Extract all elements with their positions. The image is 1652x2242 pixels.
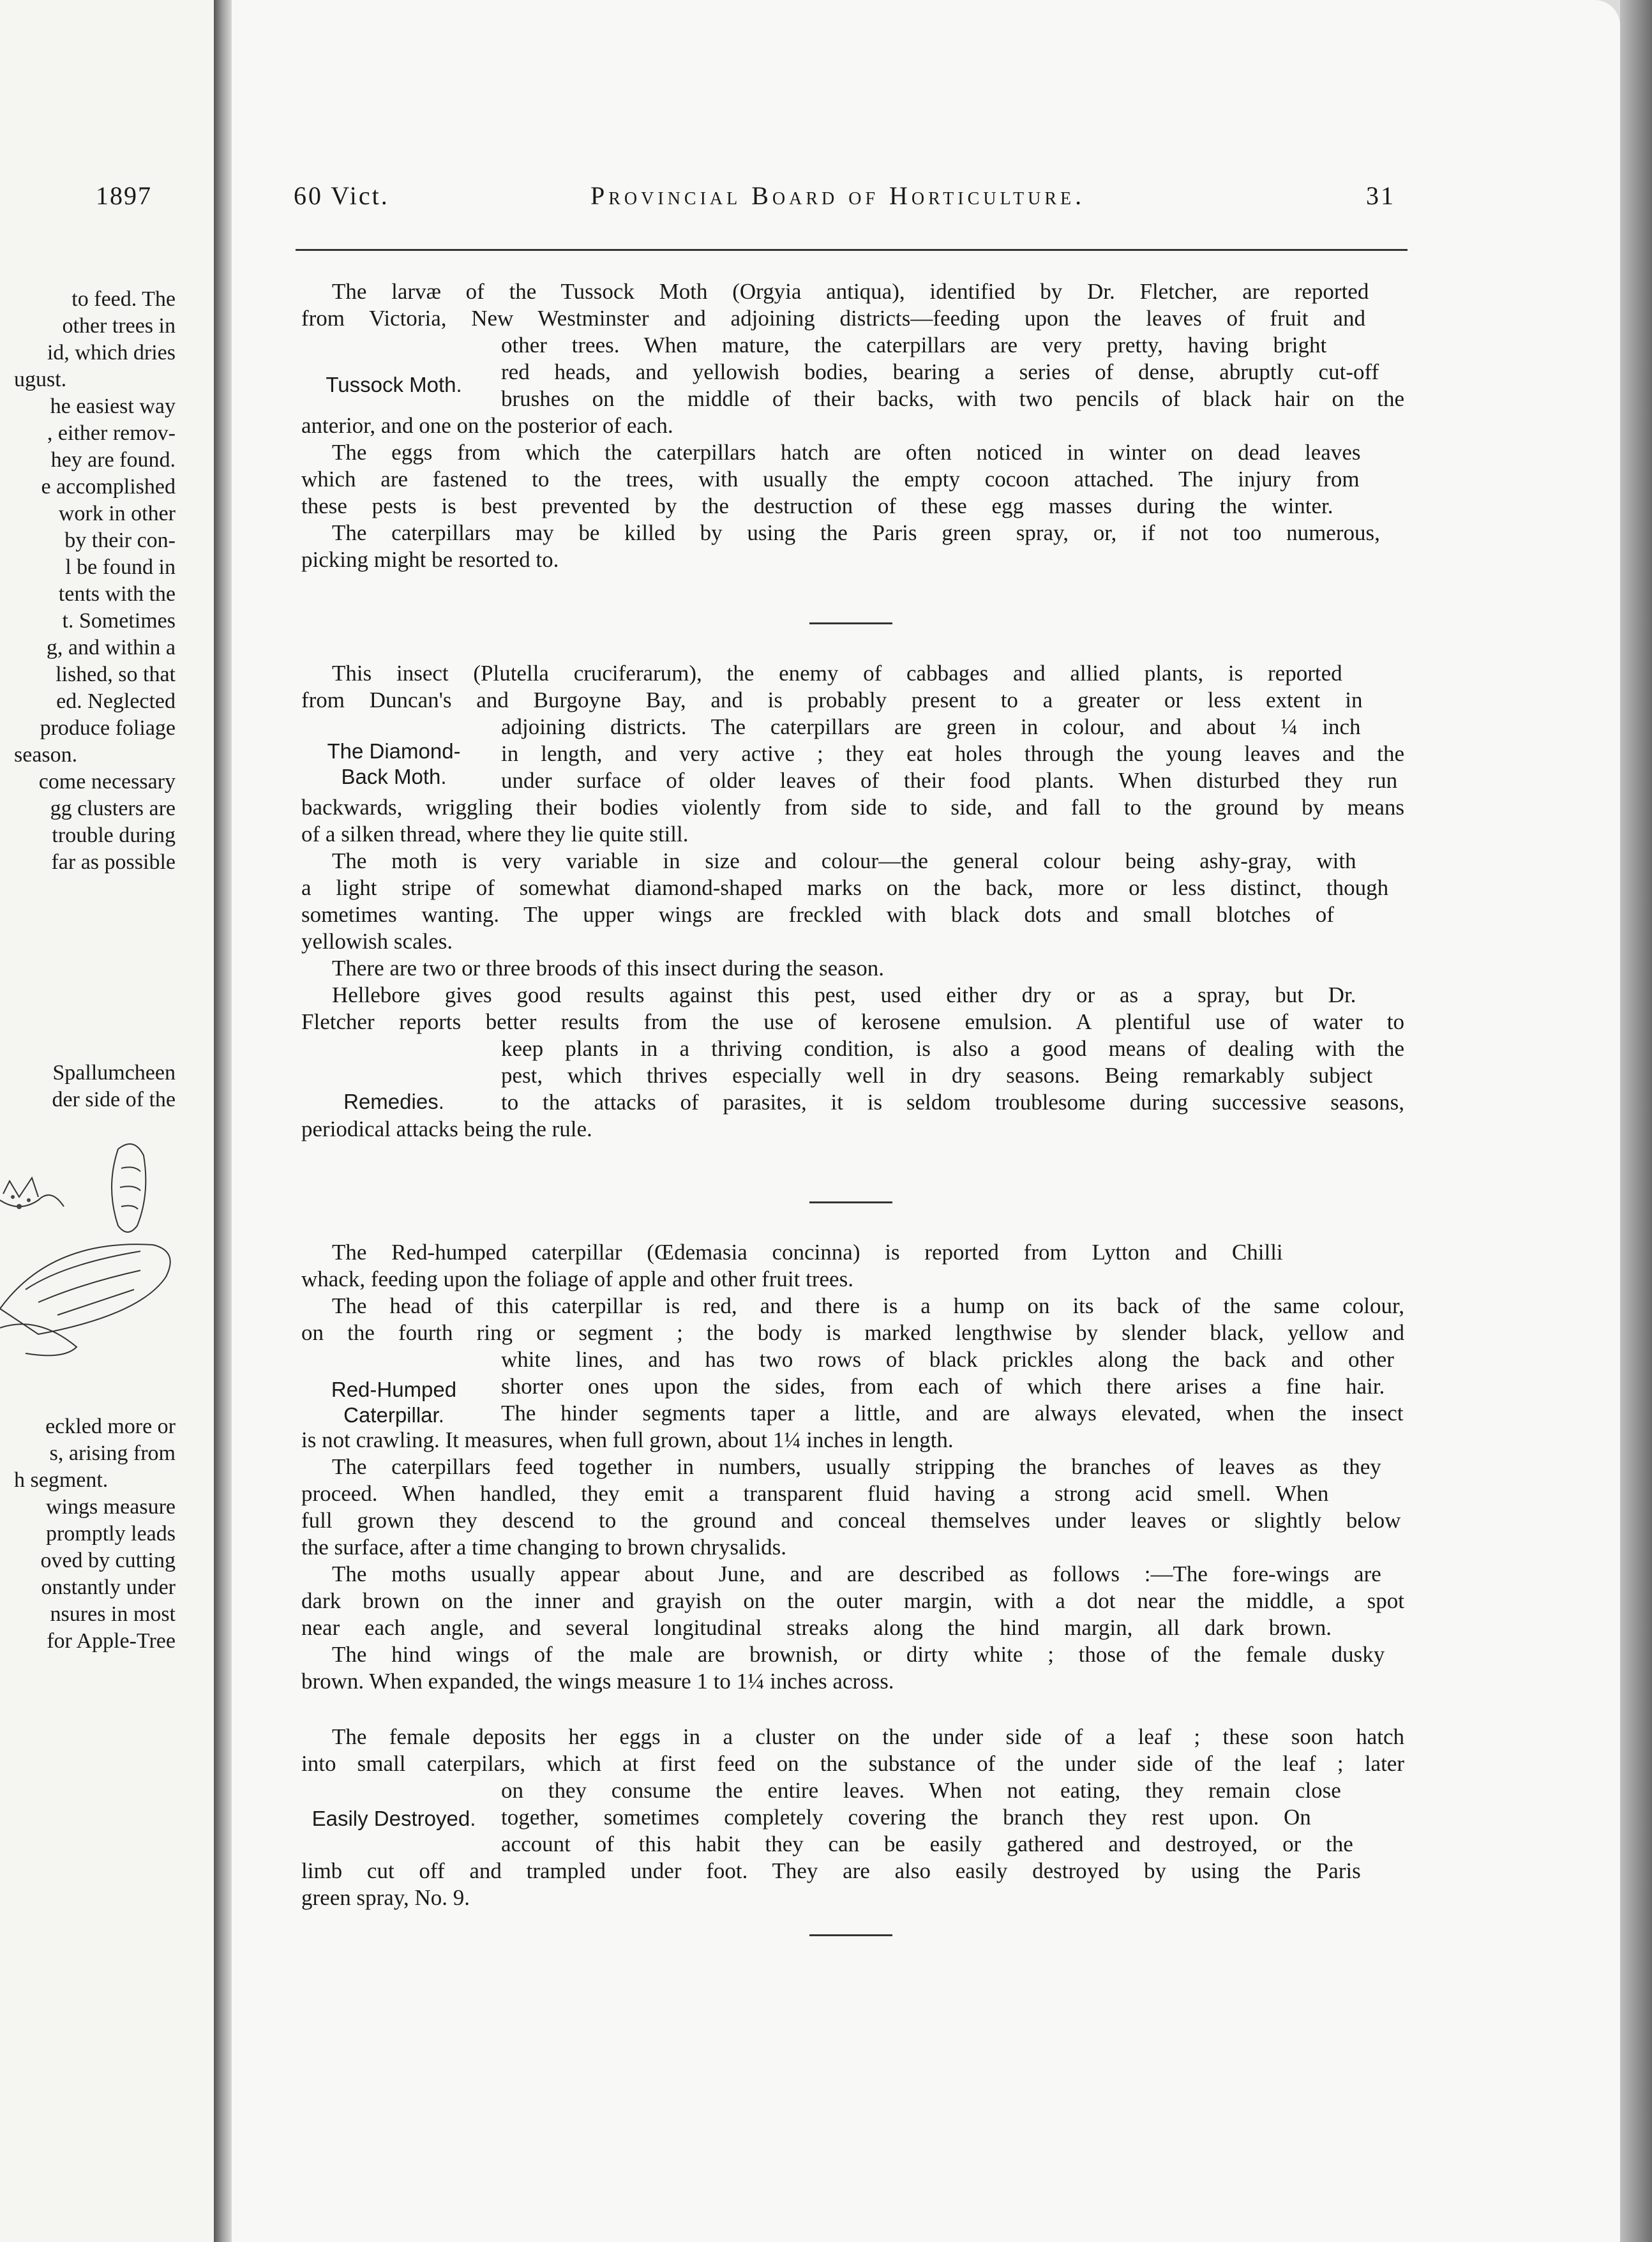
redhumped-text-line: shorter ones upon the sides, from each of which there arises a fine hair. (501, 1374, 1385, 1399)
tussock-text-line: The caterpillars may be killed by using the Paris green spray, or, if not too numerous, (332, 520, 1380, 545)
facing-page-line: nsures in most (50, 1602, 176, 1626)
facing-page-line: eckled more or (45, 1415, 176, 1438)
tussock-text-line: which are fastened to the trees, with usually the empty cocoon attached. The injury from (301, 467, 1360, 492)
facing-page-line: come necessary (38, 770, 176, 794)
facing-page-line: Spallumcheen (52, 1061, 176, 1085)
redhumped-text-line: white lines, and has two rows of black prickles along the back and other (501, 1347, 1394, 1372)
redhumped-text-line: brown. When expanded, the wings measure 1 to 1¼ inches across. (301, 1669, 894, 1694)
easily-text-line: green spray, No. 9. (301, 1885, 470, 1910)
redhumped-side-heading: Caterpillar. (343, 1403, 444, 1427)
remedies-text-line: to the attacks of parasites, it is seldom troublesome during successive seasons, (501, 1090, 1404, 1115)
binding-gutter (214, 0, 232, 2242)
facing-page-line: far as possible (51, 850, 176, 874)
section-separator (809, 1934, 892, 1936)
header-title: Provincial Board of Horticulture. (590, 181, 1086, 210)
easily-text-line: limb cut off and trampled under foot. They are also easily destroyed by using the Paris (301, 1858, 1361, 1883)
redhumped-text-line: on the fourth ring or segment ; the body is marked lengthwise by slender black, yellow and (301, 1320, 1404, 1345)
redhumped-text-line: The head of this caterpillar is red, and there is a hump on its back of the same colour, (332, 1293, 1404, 1318)
facing-page-line: produce foliage (40, 716, 176, 740)
facing-page-line: t. Sometimes (62, 609, 176, 633)
facing-page-line: gg clusters are (50, 797, 176, 820)
redhumped-text-line: The caterpillars feed together in numbers, usually stripping the branches of leaves as they (332, 1454, 1381, 1479)
facing-page-line: lished, so that (56, 663, 176, 686)
facing-page-line: e accomplished (41, 475, 176, 499)
facing-page-line: der side of the (52, 1088, 176, 1111)
moth-illustration (0, 1130, 214, 1360)
section-separator (809, 1201, 892, 1203)
header-session: 60 Vict. (294, 181, 389, 210)
easily-text-line: The female deposits her eggs in a cluster on the under side of a leaf ; these soon hatch (332, 1724, 1404, 1749)
facing-page-line: promptly leads (45, 1522, 176, 1546)
diamond-text-line: backwards, wriggling their bodies violently from side to side, and fall to the ground by means (301, 795, 1404, 820)
facing-page-line: tents with the (58, 582, 176, 606)
tussock-text-line: brushes on the middle of their backs, with two pencils of black hair on the (501, 386, 1404, 411)
facing-page-line: work in other (58, 502, 176, 525)
easily-text-line: together, sometimes completely covering the branch they rest upon. On (501, 1805, 1311, 1830)
redhumped-text-line: is not crawling. It measures, when full grown, about 1¼ inches in length. (301, 1427, 954, 1452)
facing-page-line: hey are found. (50, 448, 176, 472)
diamond-text-line: sometimes wanting. The upper wings are freckled with black dots and small blotches of (301, 902, 1334, 927)
tussock-side-heading: Tussock Moth. (326, 373, 462, 396)
diamond-text-line: The moth is very variable in size and colour—the general colour being ashy-gray, with (332, 848, 1356, 873)
tussock-text-line: red heads, and yellowish bodies, bearing a series of dense, abruptly cut-off (501, 359, 1379, 384)
page-edge (1620, 0, 1652, 2242)
facing-page-fragment (0, 0, 214, 2242)
easily-text-line: account of this habit they can be easily gathered and destroyed, or the (501, 1832, 1353, 1856)
easily-text-line: on they consume the entire leaves. When not eating, they remain close (501, 1778, 1341, 1803)
tussock-text-line: other trees. When mature, the caterpillars are very pretty, having bright (501, 333, 1327, 357)
diamond-text-line: in length, and very active ; they eat holes through the young leaves and the (501, 741, 1404, 766)
facing-page-line: l be found in (65, 555, 176, 579)
facing-page-line: s, arising from (49, 1441, 176, 1465)
facing-page-line: g, and within a (46, 636, 176, 659)
redhumped-text-line: whack, feeding upon the foliage of apple and other fruit trees. (301, 1267, 853, 1291)
redhumped-text-line: The Red-humped caterpillar (Œdemasia concinna) is reported from Lytton and Chilli (332, 1240, 1283, 1265)
facing-page-line: other trees in (62, 314, 176, 338)
facing-page-line: id, which dries (47, 341, 176, 365)
facing-page-line: , either remov- (47, 421, 176, 445)
redhumped-text-line: the surface, after a time changing to brown chrysalids. (301, 1535, 787, 1560)
remedies-text-line: keep plants in a thriving condition, is also a good means of dealing with the (501, 1036, 1404, 1061)
remedies-text-line: Fletcher reports better results from the use of kerosene emulsion. A plentiful use of water to (301, 1009, 1404, 1034)
tussock-text-line: from Victoria, New Westminster and adjoining districts—feeding upon the leaves of fruit and (301, 306, 1365, 331)
remedies-text-line: pest, which thrives especially well in dry seasons. Being remarkably subject (501, 1063, 1373, 1088)
facing-page-line: oved by cutting (40, 1549, 176, 1572)
facing-page-year: 1897 (96, 181, 152, 210)
header-rule (296, 249, 1408, 251)
redhumped-text-line: full grown they descend to the ground and conceal themselves under leaves or slightly below (301, 1508, 1401, 1533)
redhumped-text-line: proceed. When handled, they emit a transparent fluid having a strong acid smell. When (301, 1481, 1329, 1506)
tussock-text-line: anterior, and one on the posterior of each. (301, 413, 673, 438)
page-number: 31 (1366, 181, 1395, 210)
remedies-text-line: periodical attacks being the rule. (301, 1117, 592, 1141)
diamond-text-line: There are two or three broods of this insect during the season. (332, 956, 885, 981)
tussock-text-line: these pests is best prevented by the destruction of these egg masses during the winter. (301, 493, 1333, 518)
diamond-text-line: yellowish scales. (301, 929, 453, 954)
diamond-text-line: adjoining districts. The caterpillars are green in colour, and about ¼ inch (501, 714, 1361, 739)
facing-page-line: to feed. The (71, 287, 176, 311)
facing-page-line: by their con- (64, 529, 176, 552)
facing-page-line: ed. Neglected (56, 689, 176, 713)
diamond-text-line: under surface of older leaves of their food plants. When disturbed they run (501, 768, 1398, 793)
redhumped-text-line: The hinder segments taper a little, and are always elevated, when the insect (501, 1401, 1404, 1426)
diamond-side-heading: The Diamond- (327, 739, 461, 763)
facing-page-line: ugust. (14, 368, 67, 391)
facing-page-line: season. (14, 743, 78, 767)
easily-text-line: into small caterpilars, which at first feed on the substance of the under side of the leaf ; later (301, 1751, 1404, 1776)
diamond-text-line: of a silken thread, where they lie quite still. (301, 822, 689, 846)
redhumped-text-line: near each angle, and several longitudinal streaks along the hind margin, all dark brown. (301, 1615, 1332, 1640)
facing-page-line: trouble during (52, 824, 176, 847)
facing-page-line: he easiest way (50, 395, 176, 418)
diamond-side-heading: Back Moth. (341, 765, 447, 788)
tussock-text-line: The eggs from which the caterpillars hatch are often noticed in winter on dead leaves (332, 440, 1361, 465)
tussock-text-line: The larvæ of the Tussock Moth (Orgyia antiqua), identified by Dr. Fletcher, are reported (332, 279, 1369, 304)
redhumped-text-line: dark brown on the inner and grayish on the outer margin, with a dot near the middle, a spot (301, 1588, 1404, 1613)
redhumped-text-line: The moths usually appear about June, and are described as follows :—The fore-wings are (332, 1561, 1381, 1586)
facing-page-line: h segment. (14, 1468, 109, 1492)
diamond-text-line: from Duncan's and Burgoyne Bay, and is probably present to a greater or less extent in (301, 688, 1363, 712)
tussock-text-line: picking might be resorted to. (301, 547, 559, 572)
remedies-text-line: Hellebore gives good results against this pest, used either dry or as a spray, but Dr. (332, 982, 1356, 1007)
section-separator (809, 622, 892, 624)
diamond-text-line: a light stripe of somewhat diamond-shaped marks on the back, more or less distinct, though (301, 875, 1389, 900)
facing-page-line: for Apple-Tree (47, 1629, 176, 1653)
redhumped-side-heading: Red-Humped (331, 1378, 457, 1401)
facing-page-line: onstantly under (41, 1576, 176, 1599)
remedies-side-heading: Remedies. (343, 1090, 444, 1113)
easily-side-heading: Easily Destroyed. (312, 1807, 476, 1830)
facing-page-line: wings measure (45, 1495, 176, 1519)
redhumped-text-line: The hind wings of the male are brownish, or dirty white ; those of the female dusky (332, 1642, 1385, 1667)
diamond-text-line: This insect (Plutella cruciferarum), the enemy of cabbages and allied plants, is reported (332, 661, 1342, 686)
